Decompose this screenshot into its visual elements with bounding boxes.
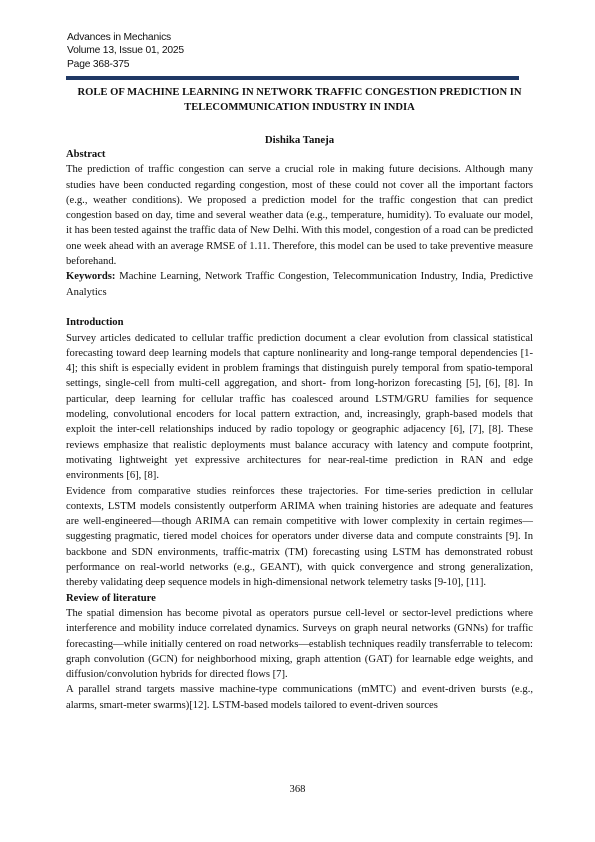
journal-name: Advances in Mechanics	[67, 32, 171, 43]
abstract-text: The prediction of traffic congestion can serve a crucial role in making future decisions. Although many studies have been conducted regarding congestion, most of these could not cover all the important factors (e.g., weather conditions). We proposed a prediction model for the traffic congestion that can predict congestion based on day, time and several weather data (e.g., temperature, humidity). To evaluate our model, it has been tested against the traffic data of New Delhi. With this model, congestion of a road can be predicted one week ahead with an average RMSE of 1.11. Therefore, this model can be used to take preventive measure beforehand.	[66, 164, 533, 268]
keywords-label: Keywords:	[66, 271, 116, 283]
journal-volume: Volume 13, Issue 01, 2025	[67, 45, 184, 57]
keywords-text: Machine Learning, Network Traffic Congestion, Telecommunication Industry, India, Predictive Analytics	[66, 271, 533, 298]
page-number: 368	[289, 784, 306, 795]
keywords-line	[66, 269, 533, 300]
review-paragraph-1: The spatial dimension has become pivotal as operators pursue cell-level or sector-level predictions where interference and mobility induce correlated dynamics. Surveys on graph neural networks (GNNs) for traffic forecasting—while initially centered on road networks—establish techniques readily transferrable to telecom: graph convolution (GCN) for neighborhood mixing, graph attention (GAT) for learnable edge weights, and diffusion/convolution hybrids for directed flows [7].	[66, 607, 533, 681]
paper-title: ROLE OF MACHINE LEARNING IN NETWORK TRAFFIC CONGESTION PREDICTION IN TELECOMMUNICATION INDUSTRY IN INDIA	[77, 87, 522, 113]
journal-header	[67, 31, 184, 71]
section-gap	[66, 300, 533, 315]
intro-heading: Introduction	[66, 317, 124, 329]
review-heading: Review of literature	[66, 592, 156, 604]
review-paragraph-2: A parallel strand targets massive machine-type communications (mMTC) and event-driven bursts (e.g., alarms, smart-meter swarms)[12]. LSTM-based models tailored to event-driven sources	[66, 684, 533, 711]
paper-body	[66, 147, 533, 713]
abstract-heading: Abstract	[66, 149, 106, 160]
intro-paragraph-1: Survey articles dedicated to cellular traffic prediction document a clear evolution from classical statistical forecasting toward deep learning models that capture nonlinearity and long-range temporal dependencies [1-4]; this shift is especially evident in problem framings that distinguish purely temporal from spatio-temporal settings, single-cell from multi-cell aggregation, and short- from long-horizon forecasting [5], [6], [8]. In particular, deep learning for cellular traffic has coalesced around LSTM/GRU families for sequence modeling, convolutional encoders for local pattern extraction, and, increasingly, graph-based models that exploit the inter-cell relationships induced by radio topology or geographic adjacency [6], [7], [8]. These reviews emphasize that realistic deployments must balance accuracy with latency and compute footprint, motivating lightweight yet expressive architectures for near-real-time prediction in RAN and edge environments [6], [8].	[66, 332, 533, 482]
journal-pages: Page 368-375	[67, 58, 130, 70]
intro-paragraph-2: Evidence from comparative studies reinforces these trajectories. For time-series prediction in cellular contexts, LSTM models consistently outperform ARIMA when training histories are adequate and features are well-engineered—though ARIMA can remain competitive with lower complexity in certain regimes—suggesting pragmatic, tiered model choices for operators under diverse data and compute constraints [9]. In backbone and SDN environments, traffic-matrix (TM) forecasting using LSTM has demonstrated robust performance on real-world networks (e.g., GEANT), with quick convergence and strong generalization, thereby validating deep sequence models in high-dimensional network telemetry tasks [9-10], [11].	[66, 485, 533, 589]
paper-author: Dishika Taneja	[264, 134, 335, 146]
header-rule	[66, 76, 519, 80]
